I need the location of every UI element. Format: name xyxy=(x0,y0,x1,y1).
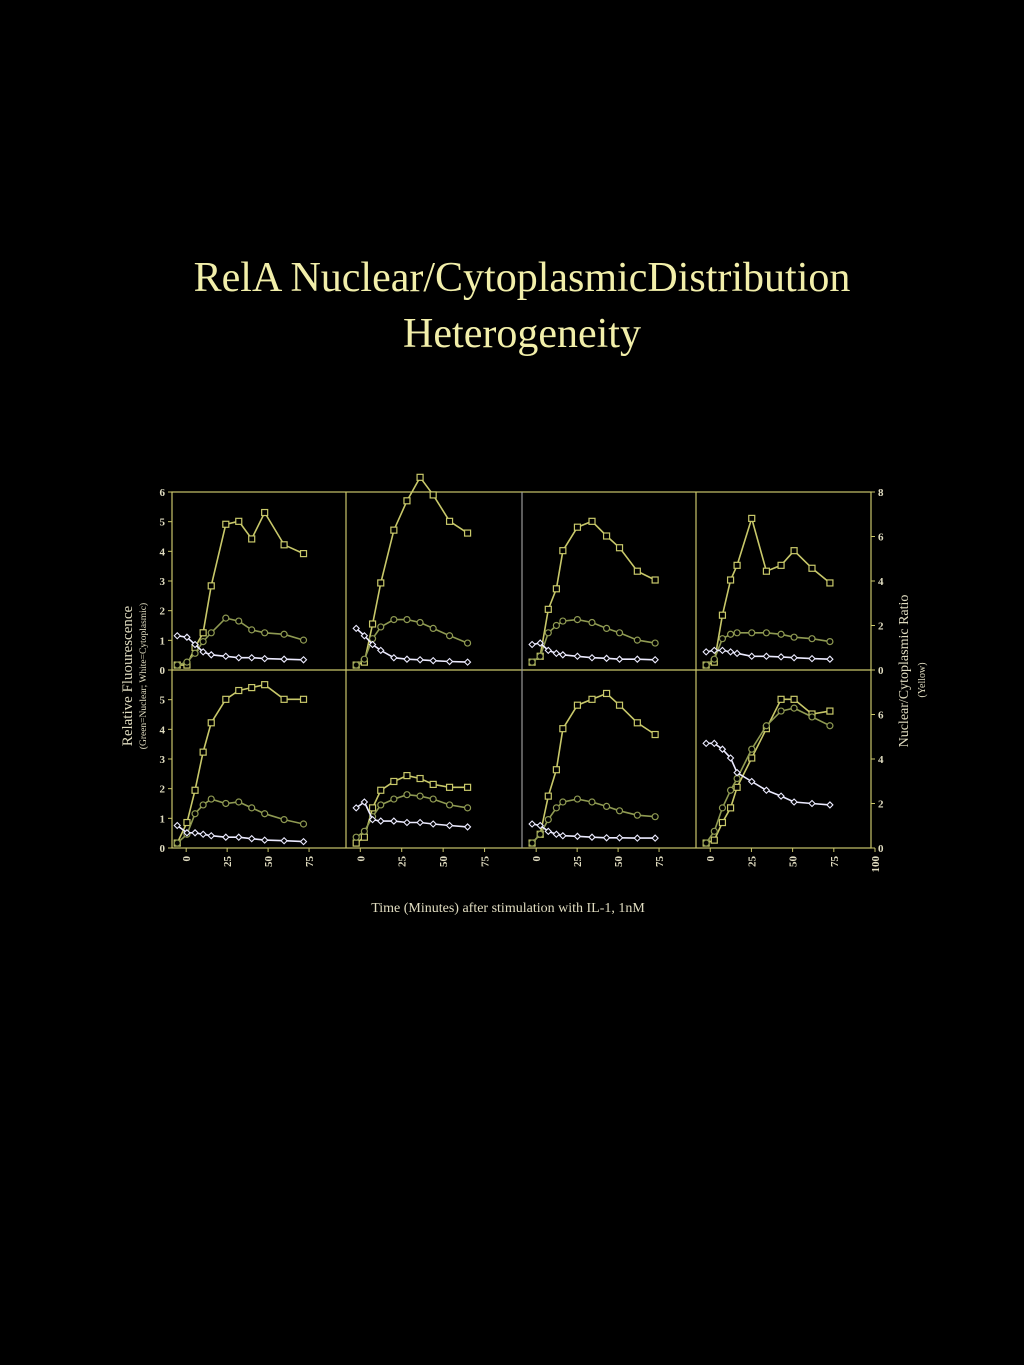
right-tick-label: 2 xyxy=(878,620,884,633)
nuclear_green-point xyxy=(749,630,755,636)
nuclear_green-point xyxy=(391,617,397,623)
cytoplasmic_white-point xyxy=(200,831,206,837)
nuclear_green-point xyxy=(301,637,307,643)
nuclear_green-point xyxy=(617,630,623,636)
ratio_yellow-point xyxy=(617,702,623,708)
ratio_yellow-point xyxy=(184,820,190,826)
cytoplasmic_white-point xyxy=(560,652,566,658)
ratio_yellow-point xyxy=(378,580,384,586)
cytoplasmic_white-point xyxy=(791,655,797,661)
x-tick-label: 0 xyxy=(531,856,544,862)
cytoplasmic_white-point xyxy=(617,835,623,841)
nuclear_green-point xyxy=(200,802,206,808)
x-tick-label: 75 xyxy=(654,856,667,867)
x-tick-label: 0 xyxy=(355,856,368,862)
left-tick-label: 0 xyxy=(159,665,165,677)
cytoplasmic_white-point xyxy=(809,656,815,662)
left-tick-label: 2 xyxy=(159,605,165,618)
cytoplasmic_white-point xyxy=(634,656,640,662)
y-axis-right-sublabel: (Yellow) xyxy=(917,662,928,698)
x-tick-label: 25 xyxy=(572,856,585,867)
x-tick-label: 75 xyxy=(304,856,317,867)
slide-title-line2: Heterogeneity xyxy=(403,311,641,357)
nuclear_green-point xyxy=(537,653,543,659)
cytoplasmic_white-point xyxy=(223,653,229,659)
nuclear_green-point xyxy=(430,625,436,631)
nuclear_green-point xyxy=(711,828,717,834)
nuclear_green-point xyxy=(184,659,190,665)
cytoplasmic_white-point xyxy=(749,653,755,659)
cytoplasmic_white-point xyxy=(652,835,658,841)
cytoplasmic_white-point xyxy=(281,838,287,844)
nuclear_green-point xyxy=(378,802,384,808)
nuclear_green-point xyxy=(192,811,198,817)
nuclear_green-point xyxy=(447,802,453,808)
cytoplasmic_white-point xyxy=(192,830,198,836)
ratio_yellow-point xyxy=(281,542,287,548)
nuclear_green-point xyxy=(719,805,725,811)
ratio_yellow-point xyxy=(560,548,566,554)
nuclear_green-point xyxy=(778,631,784,637)
nuclear_green-point xyxy=(353,662,359,668)
right-tick-label: 8 xyxy=(878,487,884,499)
x-tick-label: 75 xyxy=(828,856,841,867)
cytoplasmic_white-point xyxy=(634,835,640,841)
ratio_yellow-point xyxy=(192,787,198,793)
ratio_yellow-point xyxy=(370,805,376,811)
cytoplasmic_white-point xyxy=(404,820,410,826)
cytoplasmic_white-point xyxy=(604,655,610,661)
ratio_yellow-point xyxy=(404,498,410,504)
x-tick-label: 25 xyxy=(746,856,759,867)
cytoplasmic_white-point xyxy=(208,833,214,839)
cytoplasmic_white-point xyxy=(728,649,734,655)
ratio_yellow-point xyxy=(208,720,214,726)
nuclear_green-point xyxy=(465,640,471,646)
cytoplasmic_white-point xyxy=(827,656,833,662)
ratio_yellow-point xyxy=(763,568,769,574)
nuclear_green-point xyxy=(404,792,410,798)
cytoplasmic_white-point xyxy=(617,656,623,662)
cytoplasmic_white-point xyxy=(652,657,658,663)
nuclear_green-point xyxy=(447,633,453,639)
x-tick-label: 100 xyxy=(870,856,882,873)
right-tick-label: 6 xyxy=(878,531,884,544)
left-tick-label: 3 xyxy=(159,576,165,588)
ratio_yellow-point xyxy=(728,805,734,811)
cytoplasmic_white-point xyxy=(249,836,255,842)
nuclear_green-point xyxy=(728,631,734,637)
ratio_yellow-point xyxy=(391,527,397,533)
ratio_yellow-point xyxy=(200,749,206,755)
ratio_yellow-point xyxy=(652,577,658,583)
right-tick-label: 2 xyxy=(878,798,884,811)
cytoplasmic_white-point xyxy=(417,820,423,826)
nuclear_green-point xyxy=(589,799,595,805)
nuclear_green-point xyxy=(417,620,423,626)
ratio_yellow-point xyxy=(417,776,423,782)
ratio_yellow-point xyxy=(236,518,242,524)
nuclear_green-point xyxy=(553,622,559,628)
cytoplasmic_white-point xyxy=(574,653,580,659)
ratio_yellow-point xyxy=(827,580,833,586)
nuclear_green-point xyxy=(223,800,229,806)
ratio_yellow-point xyxy=(634,720,640,726)
nuclear_green-point xyxy=(174,662,180,668)
x-tick-label: 50 xyxy=(263,856,276,867)
nuclear_green-point xyxy=(604,803,610,809)
cytoplasmic_white-point xyxy=(430,821,436,827)
panel-r1-c3 xyxy=(529,518,658,665)
cytoplasmic_white-point xyxy=(529,821,535,827)
panel-r2-c4 xyxy=(703,696,833,846)
nuclear_green-point xyxy=(827,723,833,729)
nuclear_green-point xyxy=(262,630,268,636)
nuclear_green-point xyxy=(529,840,535,846)
cytoplasmic_white-point xyxy=(262,656,268,662)
nuclear_green-point xyxy=(174,840,180,846)
ratio_yellow-point xyxy=(711,837,717,843)
ratio_yellow-point xyxy=(604,533,610,539)
ratio_yellow-point xyxy=(447,518,453,524)
nuclear_green-point xyxy=(809,714,815,720)
nuclear_green-point xyxy=(574,617,580,623)
nuclear_green-point xyxy=(719,636,725,642)
left-tick-label: 0 xyxy=(159,843,165,855)
nuclear_green-point xyxy=(281,631,287,637)
cytoplasmic_white-point xyxy=(589,834,595,840)
ratio_yellow-point xyxy=(465,784,471,790)
ratio_yellow-point xyxy=(236,688,242,694)
ratio_yellow-point xyxy=(778,696,784,702)
nuclear_green-point xyxy=(791,705,797,711)
nuclear_green-point xyxy=(223,615,229,621)
cytoplasmic_white-point xyxy=(604,835,610,841)
panel-r2-c1 xyxy=(174,682,306,846)
cytoplasmic_white-point xyxy=(703,649,709,655)
left-tick-label: 1 xyxy=(159,635,165,648)
nuclear_green-point xyxy=(236,618,242,624)
ratio_yellow-point xyxy=(281,696,287,702)
ratio_yellow-point xyxy=(249,685,255,691)
cytoplasmic_white-point xyxy=(465,659,471,665)
ratio_yellow-point xyxy=(370,621,376,627)
ratio_yellow-point xyxy=(301,696,307,702)
cytoplasmic_white-point xyxy=(236,834,242,840)
left-tick-label: 2 xyxy=(159,783,165,796)
ratio_yellow-point xyxy=(574,524,580,530)
ratio_yellow-point xyxy=(262,682,268,688)
nuclear_green-point xyxy=(208,796,214,802)
left-tick-label: 4 xyxy=(159,724,165,737)
cytoplasmic_white-point xyxy=(791,799,797,805)
x-tick-label: 25 xyxy=(396,856,409,867)
cytoplasmic_white-point xyxy=(447,822,453,828)
nuclear_green-point xyxy=(465,805,471,811)
ratio_yellow-point xyxy=(574,702,580,708)
ratio_yellow-point xyxy=(262,510,268,516)
cytoplasmic_white-point xyxy=(223,834,229,840)
ratio_yellow-point xyxy=(791,548,797,554)
ratio_yellow-point xyxy=(353,840,359,846)
cytoplasmic_white-point xyxy=(465,824,471,830)
ratio_yellow-point xyxy=(778,562,784,568)
slide-title-line1: RelA Nuclear/CytoplasmicDistribution xyxy=(193,255,851,301)
y-axis-right-label: Nuclear/Cytoplasmic Ratio xyxy=(897,594,912,748)
ratio_yellow-point xyxy=(465,530,471,536)
right-tick-label: 0 xyxy=(878,843,884,855)
nuclear_green-point xyxy=(404,617,410,623)
nuclear_green-point xyxy=(703,662,709,668)
cytoplasmic_white-point xyxy=(301,657,307,663)
cytoplasmic_white-point xyxy=(301,839,307,845)
nuclear_green-point xyxy=(353,834,359,840)
cytoplasmic_white-line xyxy=(706,743,830,805)
ratio_yellow-point xyxy=(617,545,623,551)
x-tick-label: 25 xyxy=(222,856,235,867)
nuclear_green-point xyxy=(634,812,640,818)
nuclear_green-point xyxy=(236,799,242,805)
cytoplasmic_white-point xyxy=(391,818,397,824)
ratio_yellow-point xyxy=(553,767,559,773)
cytoplasmic_white-point xyxy=(574,833,580,839)
nuclear_green-point xyxy=(281,817,287,823)
cytoplasmic_white-point xyxy=(827,802,833,808)
ratio_yellow-point xyxy=(589,696,595,702)
nuclear_green-point xyxy=(361,656,367,662)
nuclear_green-point xyxy=(361,828,367,834)
left-tick-label: 5 xyxy=(159,694,165,707)
left-tick-label: 6 xyxy=(159,487,165,499)
ratio_yellow-point xyxy=(749,515,755,521)
nuclear_green-point xyxy=(574,796,580,802)
panel-r1-c2 xyxy=(353,474,470,668)
chart-series xyxy=(174,474,833,846)
cytoplasmic_white-point xyxy=(447,659,453,665)
nuclear_green-point xyxy=(827,639,833,645)
ratio_yellow-point xyxy=(200,630,206,636)
cytoplasmic_white-point xyxy=(778,654,784,660)
left-tick-label: 5 xyxy=(159,516,165,529)
ratio_yellow-point xyxy=(391,778,397,784)
panel-r2-c2 xyxy=(353,773,470,846)
ratio_yellow-point xyxy=(223,696,229,702)
nuclear_green-point xyxy=(560,799,566,805)
ratio_yellow-point xyxy=(553,586,559,592)
ratio_yellow-point xyxy=(430,781,436,787)
x-tick-label: 50 xyxy=(787,856,800,867)
nuclear_green-point xyxy=(734,630,740,636)
ratio_yellow-point xyxy=(734,562,740,568)
right-tick-label: 6 xyxy=(878,709,884,722)
nuclear_green-point xyxy=(634,637,640,643)
ratio_yellow-point xyxy=(749,755,755,761)
cytoplasmic_white-point xyxy=(719,647,725,653)
nuclear_green-point xyxy=(703,840,709,846)
nuclear_green-point xyxy=(560,618,566,624)
right-tick-label: 4 xyxy=(878,576,884,588)
cytoplasmic_white-point xyxy=(553,650,559,656)
nuclear_green-point xyxy=(553,805,559,811)
ratio_yellow-point xyxy=(378,787,384,793)
nuclear_green-point xyxy=(537,831,543,837)
ratio_yellow-point xyxy=(430,492,436,498)
ratio_yellow-point xyxy=(560,726,566,732)
ratio_yellow-point xyxy=(447,784,453,790)
nuclear_green-point xyxy=(791,634,797,640)
ratio_yellow-point xyxy=(417,474,423,480)
left-tick-label: 1 xyxy=(159,813,165,826)
cytoplasmic_white-point xyxy=(430,658,436,664)
nuclear_green-point xyxy=(545,817,551,823)
cytoplasmic_white-point xyxy=(281,656,287,662)
cytoplasmic_white-point xyxy=(763,653,769,659)
x-axis-label: Time (Minutes) after stimulation with IL-1, 1nM xyxy=(371,901,645,916)
ratio_yellow-point xyxy=(719,820,725,826)
y-axis-left-label: Relative Fluourescence xyxy=(120,605,136,747)
cytoplasmic_white-point xyxy=(262,837,268,843)
ratio_yellow-point xyxy=(604,690,610,696)
nuclear_green-point xyxy=(200,639,206,645)
cytoplasmic_white-point xyxy=(208,652,214,658)
cytoplasmic_white-point xyxy=(404,656,410,662)
ratio_yellow-point xyxy=(791,696,797,702)
ratio_yellow-point xyxy=(545,793,551,799)
nuclear_green-point xyxy=(249,805,255,811)
cytoplasmic_white-point xyxy=(529,642,535,648)
cytoplasmic_white-point xyxy=(236,655,242,661)
ratio_yellow-point xyxy=(719,612,725,618)
ratio_yellow-point xyxy=(223,521,229,527)
nuclear_green-point xyxy=(430,796,436,802)
nuclear_green-point xyxy=(391,796,397,802)
cytoplasmic_white-point xyxy=(417,657,423,663)
ratio_yellow-point xyxy=(545,606,551,612)
x-tick-label: 50 xyxy=(613,856,626,867)
nuclear_green-point xyxy=(749,746,755,752)
cytoplasmic_white-point xyxy=(589,655,595,661)
ratio_yellow-point xyxy=(404,773,410,779)
nuclear_green-point xyxy=(617,808,623,814)
nuclear_green-point xyxy=(809,636,815,642)
nuclear_green-point xyxy=(545,630,551,636)
nuclear_green-point xyxy=(589,620,595,626)
x-tick-label: 75 xyxy=(479,856,492,867)
cytoplasmic_white-point xyxy=(378,818,384,824)
left-tick-label: 4 xyxy=(159,546,165,559)
nuclear_green-point xyxy=(417,793,423,799)
nuclear_green-point xyxy=(763,630,769,636)
ratio_yellow-line xyxy=(706,518,830,665)
ratio_yellow-point xyxy=(634,568,640,574)
ratio_yellow-point xyxy=(728,577,734,583)
nuclear_green-point xyxy=(778,708,784,714)
cytoplasmic_white-point xyxy=(703,740,709,746)
panel-r2-c3 xyxy=(529,690,658,846)
nuclear_green-point xyxy=(301,821,307,827)
nuclear_green-point xyxy=(262,811,268,817)
cytoplasmic_white-point xyxy=(560,833,566,839)
nuclear_green-point xyxy=(249,627,255,633)
panel-r1-c1 xyxy=(174,510,306,669)
nuclear_green-point xyxy=(192,650,198,656)
ratio_yellow-point xyxy=(589,518,595,524)
ratio_yellow-point xyxy=(827,708,833,714)
cytoplasmic_white-point xyxy=(734,650,740,656)
x-tick-label: 0 xyxy=(181,856,194,862)
nuclear_green-point xyxy=(208,630,214,636)
nuclear_green-point xyxy=(378,624,384,630)
x-tick-label: 50 xyxy=(438,856,451,867)
cytoplasmic_white-point xyxy=(553,831,559,837)
left-tick-label: 3 xyxy=(159,754,165,766)
x-tick-label: 0 xyxy=(705,856,718,862)
ratio_yellow-point xyxy=(809,565,815,571)
panel-r1-c4 xyxy=(703,515,833,668)
cytoplasmic_white-point xyxy=(809,800,815,806)
nuclear_green-point xyxy=(763,723,769,729)
nuclear_green-point xyxy=(728,787,734,793)
cytoplasmic_white-point xyxy=(174,633,180,639)
ratio_yellow-point xyxy=(734,784,740,790)
ratio_yellow-point xyxy=(361,834,367,840)
ratio_yellow-point xyxy=(301,551,307,557)
cytoplasmic_white-point xyxy=(249,655,255,661)
panel-frames xyxy=(172,492,871,848)
nuclear_green-point xyxy=(529,659,535,665)
right-tick-label: 0 xyxy=(878,665,884,677)
nuclear_green-point xyxy=(652,814,658,820)
cytoplasmic_white-point xyxy=(778,793,784,799)
ratio_yellow-point xyxy=(249,536,255,542)
right-tick-label: 4 xyxy=(878,754,884,766)
nuclear_green-point xyxy=(652,640,658,646)
nuclear_green-point xyxy=(604,625,610,631)
ratio_yellow-point xyxy=(652,732,658,738)
ratio_yellow-point xyxy=(208,583,214,589)
nuclear_green-point xyxy=(711,656,717,662)
y-axis-left-sublabel: (Green=Nuclear; White=Cytoplasmic) xyxy=(139,602,149,750)
